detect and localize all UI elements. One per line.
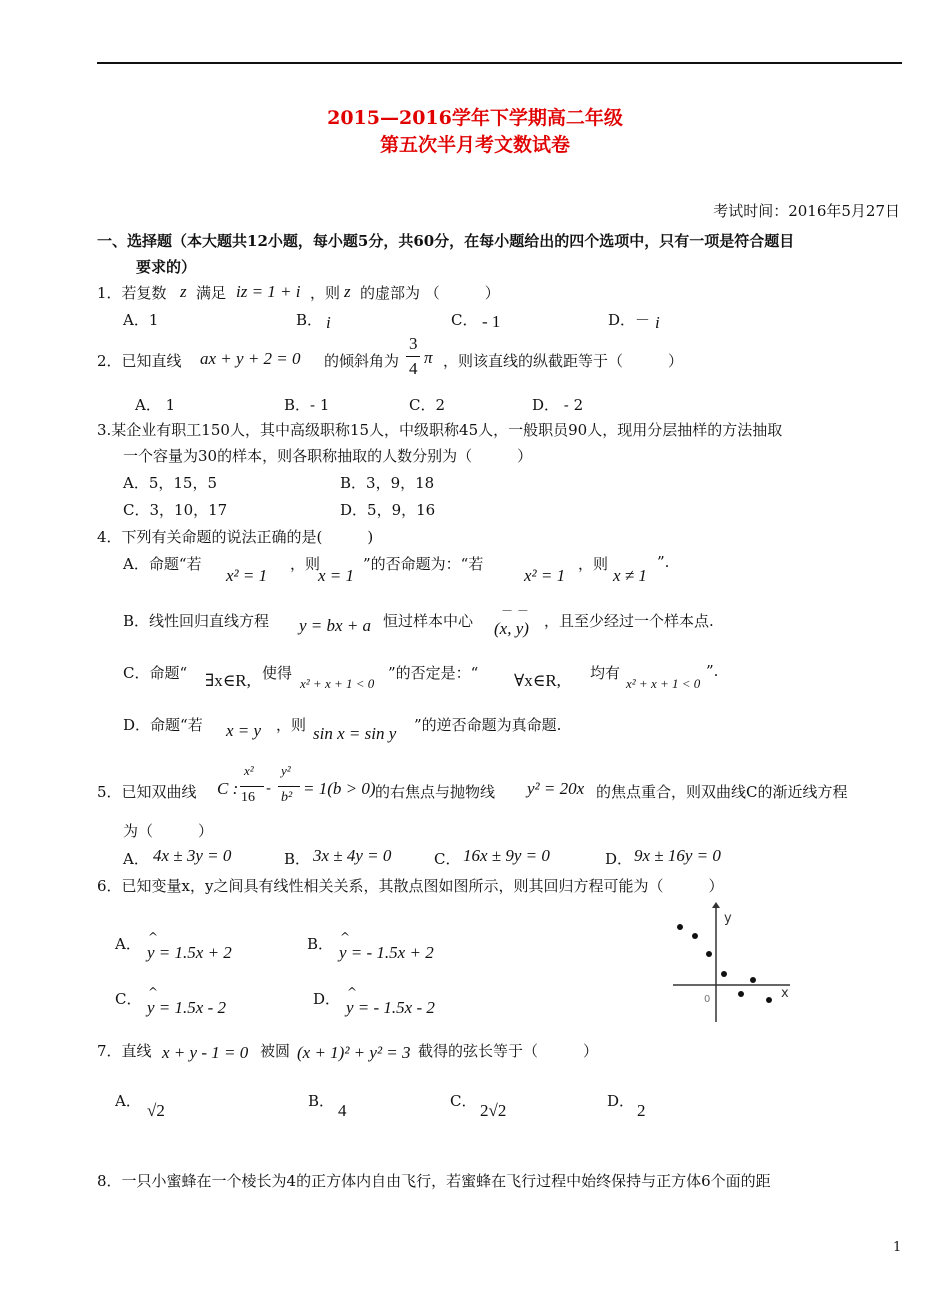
q5-option-d: 9x ± 16y = 0 (634, 846, 721, 865)
scatter-point (721, 971, 727, 977)
q7-option-a: √2 (147, 1101, 165, 1120)
q1-option-c-label: C． (451, 311, 478, 329)
q7-option-d-label: D． (607, 1092, 635, 1110)
q6-option-a: y = 1.5x + 2 (147, 943, 232, 962)
q1-stem-b: 满足 (196, 284, 227, 302)
q2-stem-c: ，则该直线的纵截距等于（ ） (443, 352, 684, 370)
title-line-1: 2015—2016学年下学期高二年级 (327, 107, 623, 129)
q4-b-eq: y = bx + a (299, 616, 372, 635)
q4-c-eq-4: x² + x + 1 < 0 (626, 676, 701, 691)
section-heading-line-2: 要求的） (136, 258, 197, 276)
q8-line-1: 8．一只小蜜蜂在一个棱长为4的正方体内自由飞行，若蜜蜂在飞行过程中始终保持与正方体6个面的距 (97, 1172, 771, 1190)
q4-c-text-2: 使得 (262, 664, 293, 682)
q4-a-text-3: ”的否命题为：“若 (363, 555, 484, 573)
q1-stem-c: ，则 (310, 284, 341, 302)
q5-stem-c: 的焦点重合，则双曲线C的渐近线方程 (596, 783, 848, 801)
q2-fraction-den: 4 (409, 359, 418, 378)
q5-stem-b: 的右焦点与抛物线 (375, 783, 496, 801)
q5-option-a: 4x ± 3y = 0 (153, 846, 232, 865)
q4-b-text-3: ，且至少经过一个样本点. (544, 612, 714, 630)
q4-d-text-3: ”的逆否命题为真命题. (414, 716, 562, 734)
q4-d-eq-2: sin x = sin y (313, 724, 397, 743)
scatter-y-arrow (712, 902, 720, 908)
scatter-point (750, 977, 756, 983)
q5-rest: = 1(b > 0) (303, 779, 376, 798)
q6-option-d-label: D． (313, 990, 341, 1008)
scatter-y-label: y (724, 911, 732, 926)
q4-a-text-5: ”. (657, 553, 670, 571)
q6-stem: 6．已知变量x，y之间具有线性相关关系，其散点图如图所示，则其回归方程可能为（ ） (97, 877, 724, 895)
q4-c-text-4: 均有 (590, 664, 621, 682)
q7-option-c: 2√2 (480, 1101, 507, 1120)
q6-option-b-label: B． (307, 935, 334, 953)
q1-option-b: i (326, 313, 331, 332)
q1-equation: iz = 1 + i (236, 282, 301, 301)
q1-option-a: A．1 (123, 311, 159, 329)
q4-d-text-2: ，则 (276, 716, 307, 734)
q4-d-eq-1: x = y (226, 721, 262, 740)
q5-parabola: y² = 20x (527, 779, 585, 798)
q5-line-2: 为（ ） (123, 822, 214, 840)
title-line-2: 第五次半月考文数试卷 (379, 134, 570, 156)
q7-option-c-label: C． (450, 1092, 477, 1110)
q3-option-d: D．5，9，16 (340, 501, 436, 519)
q2-option-d: D． - 2 (532, 396, 584, 414)
q2-option-c: C．2 (409, 396, 446, 414)
q5-frac1-den: 16 (241, 790, 255, 805)
q6-a-hat: ^ (148, 930, 159, 944)
q4-b-overbar: － － (501, 604, 529, 618)
section-heading-line-1: 一、选择题（本大题共12小题，每小题5分，共60分，在每小题给出的四个选项中，只有一项是符合题目 (97, 232, 795, 250)
q2-option-a: A． 1 (135, 396, 176, 414)
q4-c-text-3: ”的否定是：“ (388, 664, 479, 682)
q6-option-d: y = - 1.5x - 2 (346, 998, 435, 1017)
q1-z2: z (344, 282, 351, 301)
q7-stem-a: 7．直线 (97, 1042, 152, 1060)
q3-option-a: A．5，15，5 (123, 474, 218, 492)
q5-frac2-den: b² (281, 790, 293, 805)
q1-stem-a: 1．若复数 (97, 284, 167, 302)
q5-minus: - (266, 779, 272, 797)
q7-stem-b: 被圆 (260, 1042, 291, 1060)
q6-d-hat: ^ (347, 985, 358, 999)
q1-option-b-label: B． (296, 311, 323, 329)
q5-option-b: 3x ± 4y = 0 (313, 846, 392, 865)
header-rule (97, 62, 902, 64)
scatter-point (677, 924, 683, 930)
q5-stem-a: 5．已知双曲线 (97, 783, 197, 801)
q3-option-c: C．3，10，17 (123, 501, 228, 519)
q4-a-text-1: A．命题“若 (123, 555, 202, 573)
q4-a-eq-1: x² = 1 (226, 566, 268, 585)
scatter-point (738, 991, 744, 997)
q2-option-b: B．- 1 (284, 396, 330, 414)
q6-option-a-label: A． (115, 935, 141, 953)
q4-a-eq-4: x ≠ 1 (613, 566, 647, 585)
scatter-x-label: x (781, 986, 789, 1001)
q6-option-c-label: C． (115, 990, 142, 1008)
exam-time: 考试时间：2016年5月27日 (713, 202, 900, 220)
q5-frac2-num: y² (281, 763, 291, 778)
q7-circle-equation: (x + 1)² + y² = 3 (297, 1043, 411, 1062)
q7-option-b-label: B． (308, 1092, 335, 1110)
scatter-origin-label: 0 (704, 994, 711, 1005)
scatter-point (766, 997, 772, 1003)
q4-a-eq-2: x = 1 (318, 566, 355, 585)
q6-option-b: y = - 1.5x + 2 (339, 943, 434, 962)
q7-stem-c: 截得的弦长等于（ ） (418, 1042, 599, 1060)
q4-a-eq-3: x² = 1 (524, 566, 566, 585)
q5-option-c: 16x ± 9y = 0 (463, 846, 550, 865)
q5-option-d-label: D． (605, 850, 633, 868)
q4-stem: 4．下列有关命题的说法正确的是( ) (97, 528, 374, 546)
q4-b-text-2: 恒过样本中心 (383, 612, 474, 630)
q5-frac1-bar (240, 786, 264, 787)
scatter-point (706, 951, 712, 957)
q2-equation: ax + y + 2 = 0 (200, 349, 301, 368)
q6-scatter-plot (668, 900, 798, 1025)
q2-fraction-bar (406, 356, 420, 357)
q3-line-2: 一个容量为30的样本，则各职称抽取的人数分别为（ ） (123, 447, 533, 465)
q4-c-eq-3: ∀x∈R, (514, 671, 561, 690)
q5-option-c-label: C． (434, 850, 461, 868)
q3-line-1: 3.某企业有职工150人，其中高级职称15人，中级职称45人，一般职员90人，现用分层抽样的方法抽取 (97, 421, 783, 439)
q5-c: C : (217, 779, 239, 798)
q5-option-a-label: A． (123, 850, 149, 868)
q7-option-b: 4 (338, 1101, 347, 1120)
q4-c-eq-1: ∃x∈R, (205, 671, 251, 690)
q4-c-text-1: C．命题“ (123, 664, 188, 682)
q1-option-d: i (655, 313, 660, 332)
q2-stem-a: 2．已知直线 (97, 352, 182, 370)
q5-option-b-label: B． (284, 850, 311, 868)
q4-b-point: (x, y) (494, 619, 529, 638)
scatter-point (692, 933, 698, 939)
q4-c-eq-2: x² + x + 1 < 0 (300, 676, 375, 691)
q7-option-a-label: A． (115, 1092, 141, 1110)
q5-frac1-num: x² (244, 763, 254, 778)
q1-stem-d: 的虚部为 （ ） (360, 284, 500, 302)
q5-frac2-bar (278, 786, 300, 787)
q6-b-hat: ^ (340, 930, 351, 944)
q4-d-text-1: D．命题“若 (123, 716, 203, 734)
q1-option-c: - 1 (482, 312, 501, 331)
q7-line-equation: x + y - 1 = 0 (162, 1043, 249, 1062)
q2-fraction-num: 3 (409, 334, 418, 353)
q6-c-hat: ^ (148, 985, 159, 999)
q4-b-text-1: B．线性回归直线方程 (123, 612, 270, 630)
q4-c-text-5: ”. (706, 662, 719, 680)
page-number: 1 (893, 1240, 902, 1255)
q1-option-d-label: D．－ (608, 311, 651, 329)
q7-option-d: 2 (637, 1101, 646, 1120)
q1-z: z (180, 282, 187, 301)
q2-pi: π (424, 348, 433, 367)
q6-option-c: y = 1.5x - 2 (147, 998, 226, 1017)
q3-option-b: B．3，9，18 (340, 474, 435, 492)
q2-stem-b: 的倾斜角为 (324, 352, 400, 370)
q4-a-text-2: ，则 (290, 555, 321, 573)
q4-a-text-4: ，则 (578, 555, 609, 573)
